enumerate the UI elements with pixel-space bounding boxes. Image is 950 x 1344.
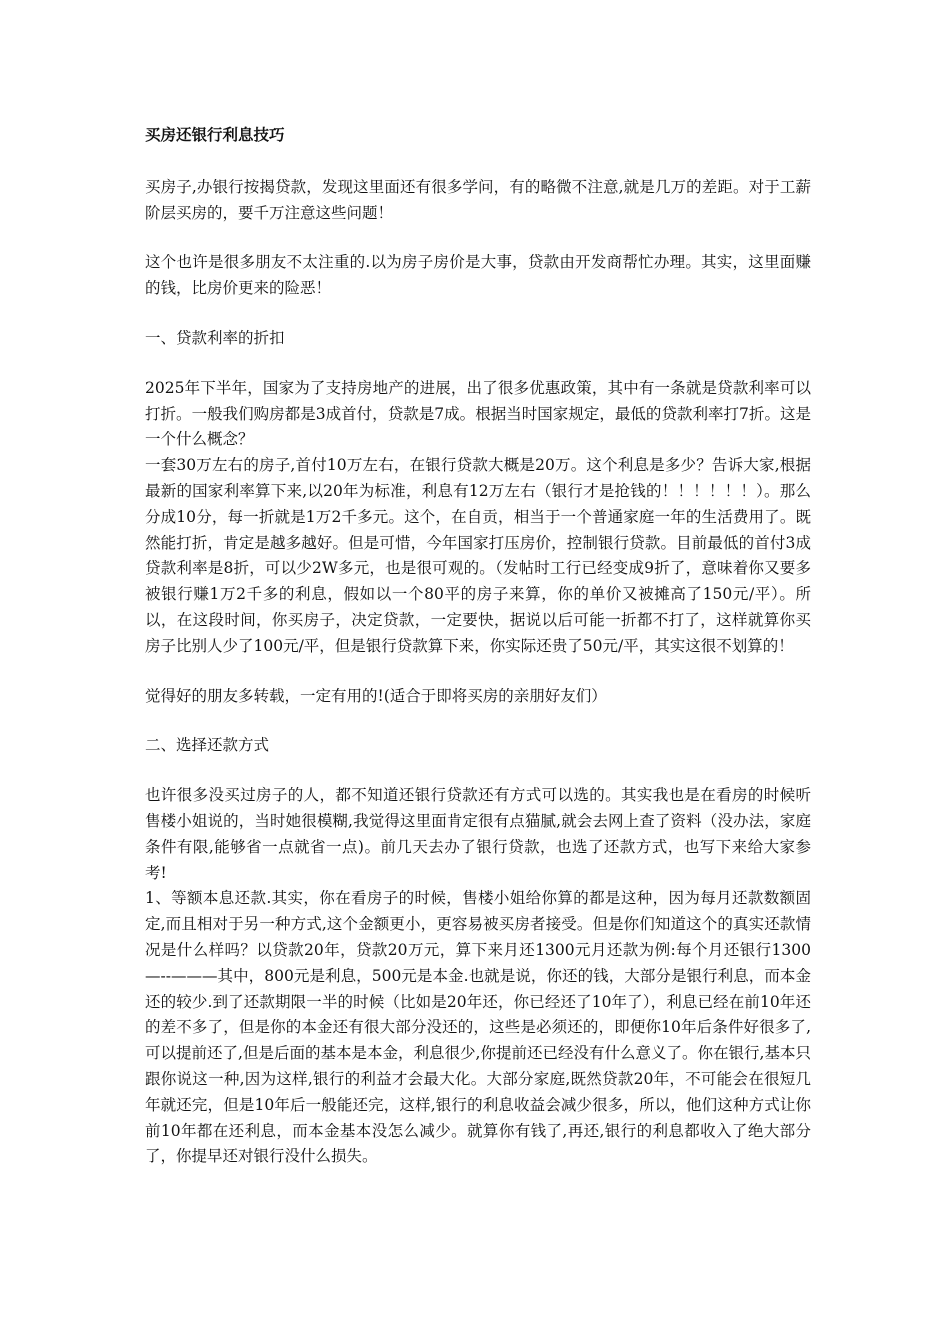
section1-heading: 一、贷款利率的折扣: [145, 328, 285, 347]
section2-paragraph-2: 1、等额本息还款.其实，你在看房子的时候，售楼小姐给你算的都是这种，因为每月还款数额固定,而且相对于另一种方式,这个金额更小，更容易被买房者接受。但是你们知道这个的真实还款情况是什么样吗？以贷款20年，贷款20万元，算下来月还1300元月还款为例:每个月还银行1300—--———其中，800元是利息，500元是本金.也就是说，你还的钱，大部分是银行利息，而本金还的较少.到了还款期限一半的时候（比如是20年还，你已经还了10年了），利息已经在前10年还的差不多了，但是你的本金还有很大部分没还的，这些是必须还的，即便你10年后条件好很多了,可以提前还了,但是后面的基本是本金，利息很少,你提前还已经没有什么意义了。你在银行,基本只跟你说这一种,因为这样,银行的利益才会最大化。大部分家庭,既然贷款20年，不可能会在很短几年就还完，但是10年后一般能还完，这样,银行的利息收益会减少很多，所以，他们这种方式让你前10年都在还利息，而本金基本没怎么减少。就算你有钱了,再还,银行的利息都收入了绝大部分了，你提早还对银行没什么损失。: [145, 889, 811, 1166]
section2-paragraph-1: 也许很多没买过房子的人，都不知道还银行贷款还有方式可以选的。其实我也是在看房的时候听售楼小姐说的，当时她很模糊,我觉得这里面肯定很有点猫腻,就会去网上查了资料（没办法，家庭条件有限,能够省一点就省一点)。前几天去办了银行贷款，也选了还款方式，也写下来给大家参考!: [145, 786, 811, 882]
section1-paragraph-2: 一套30万左右的房子,首付10万左右，在银行贷款大概是20万。这个利息是多少？告诉大家,根据最新的国家利率算下来,以20年为标准，利息有12万左右（银行才是抢钱的！！！！！！）。那么分成10分，每一折就是1万2千多元。这个，在自贡，相当于一个普通家庭一年的生活费用了。既然能打折，肯定是越多越好。但是可惜，今年国家打压房价，控制银行贷款。目前最低的首付3成贷款利率是8折，可以少2W多元，也是很可观的。（发帖时工行已经变成9折了，意味着你又要多被银行赚1万2千多的利息，假如以一个80平的房子来算，你的单价又被摊高了150元/平）。所以，在这段时间，你买房子，决定贷款，一定要快，据说以后可能一折都不打了，这样就算你买房子比别人少了100元/平，但是银行贷款算下来，你实际还贵了50元/平，其实这很不划算的！: [145, 456, 811, 655]
section1-paragraph-1: 2025年下半年，国家为了支持房地产的进展，出了很多优惠政策，其中有一条就是贷款利率可以打折。一般我们购房都是3成首付，贷款是7成。根据当时国家规定，最低的贷款利率打7折。这是一个什么概念？: [145, 378, 811, 449]
document-page: [145, 122, 811, 1194]
share-note: 觉得好的朋友多转载，一定有用的!(适合于即将买房的亲朋好友们）: [145, 686, 607, 705]
intro-paragraph-2: 这个也许是很多朋友不太注重的.以为房子房价是大事，贷款由开发商帮忙办理。其实，这里面赚的钱，比房价更来的险恶！: [145, 253, 811, 298]
document-title: 买房还银行利息技巧: [145, 125, 285, 144]
intro-paragraph: 买房子,办银行按揭贷款，发现这里面还有很多学问，有的略微不注意,就是几万的差距。对于工薪阶层买房的，要千万注意这些问题！: [145, 177, 811, 222]
section2-heading: 二、选择还款方式: [145, 736, 270, 755]
